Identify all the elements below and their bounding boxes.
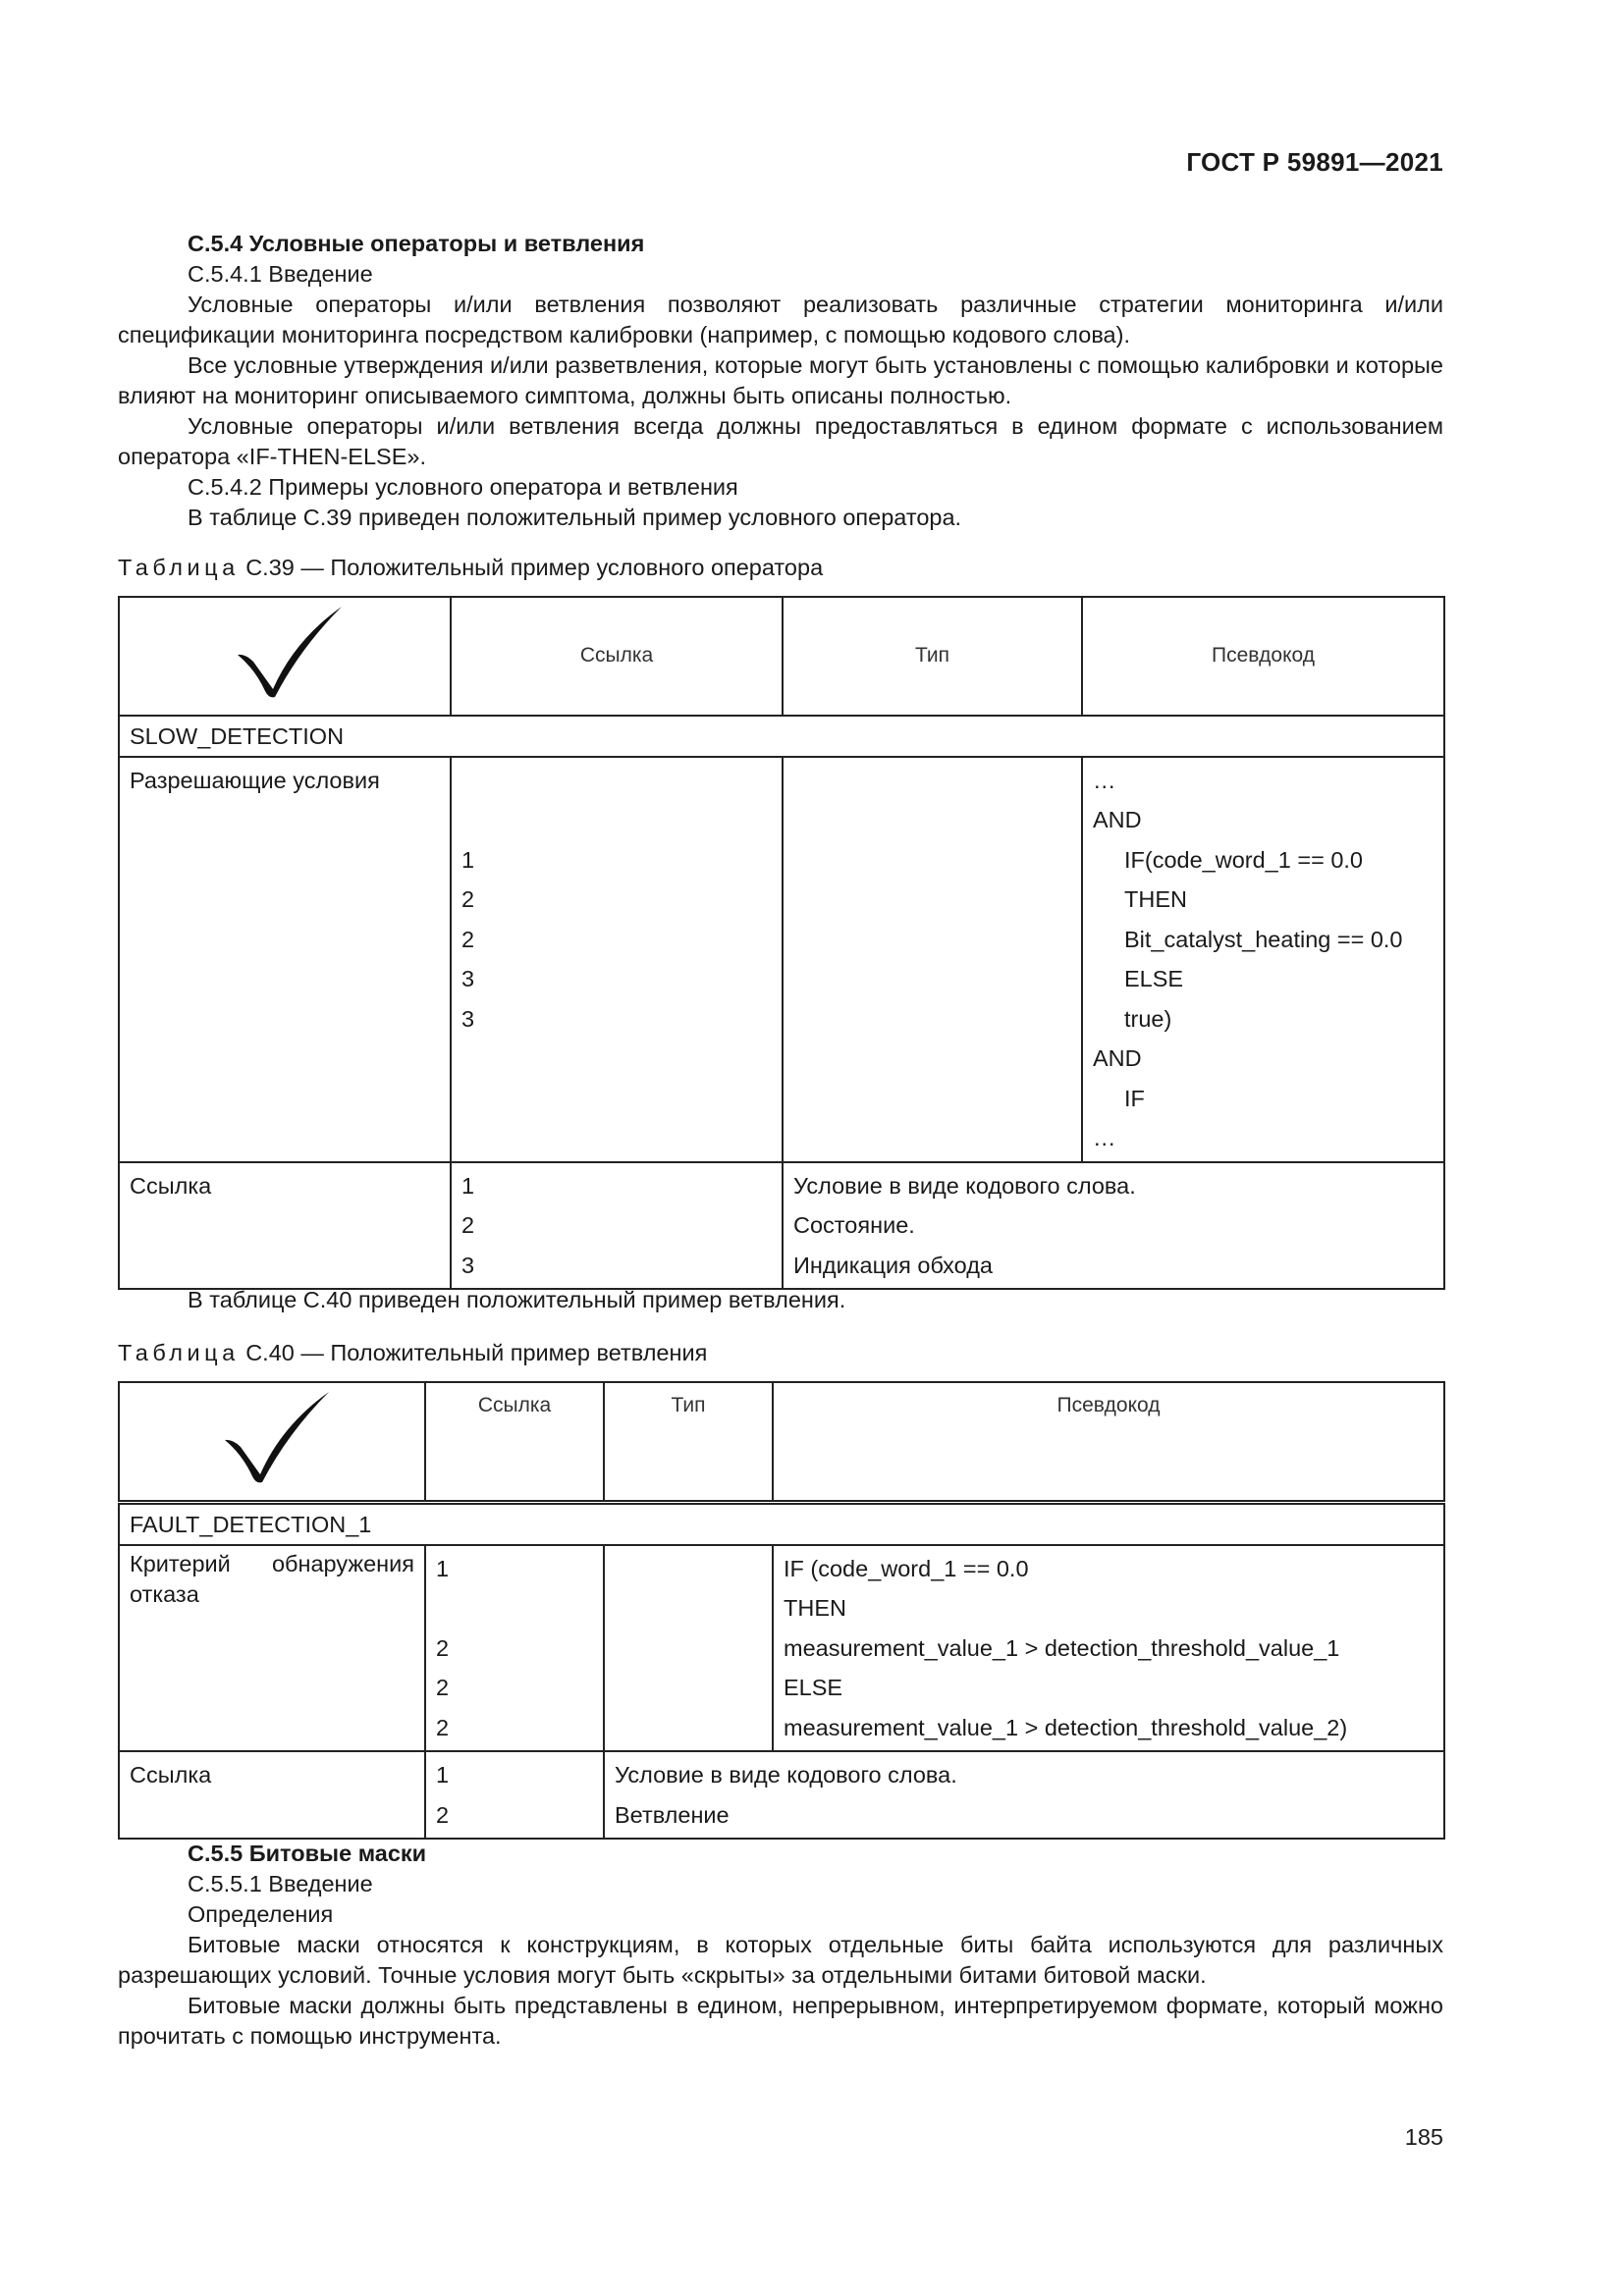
row-label: Разрешающие условия — [119, 757, 451, 1162]
table-c40 — [118, 1381, 1445, 1840]
caption-label: Таблица — [118, 1340, 240, 1365]
ref-descriptions: Условие в виде кодового слова. Состояние. Индикация обхода — [783, 1162, 1444, 1290]
column-header-pseudocode: Псевдокод — [1082, 597, 1444, 716]
type-cell — [783, 757, 1082, 1162]
ref-numbers: 1 2 2 3 3 — [451, 757, 783, 1162]
pseudocode-cell: IF (code_word_1 == 0.0 THEN measurement_value_1 > detection_threshold_value_1 ELSE measurement_value_1 > detection_threshold_value_2) — [773, 1545, 1444, 1752]
table-header-row — [119, 1382, 1444, 1502]
ref-label: Ссылка — [119, 1751, 425, 1839]
table-caption — [118, 555, 823, 581]
column-header-type: Тип — [604, 1382, 773, 1502]
group-row — [119, 1502, 1444, 1545]
subsection-heading: С.5.4.1 Введение — [188, 261, 373, 287]
caption-text: С.40 — Положительный пример ветвления — [245, 1340, 708, 1365]
column-header-ref: Ссылка — [425, 1382, 604, 1502]
ref-label: Ссылка — [119, 1162, 451, 1290]
paragraph-block — [118, 1285, 1443, 1315]
table-row — [119, 757, 1444, 1162]
column-header-pseudocode: Псевдокод — [773, 1382, 1444, 1502]
paragraph: Все условные утверждения и/или разветвления, которые могут быть установлены с помощью калибровки и которые влияют на мониторинг описываемого симптома, должны быть описаны полностью. — [118, 352, 1443, 408]
section-c54 — [118, 229, 1443, 533]
table-row — [119, 1545, 1444, 1752]
ref-numbers: 1 2 3 — [451, 1162, 783, 1290]
section-heading: С.5.5 Битовые маски — [188, 1841, 427, 1866]
group-label: FAULT_DETECTION_1 — [119, 1502, 1444, 1545]
page-number: 185 — [1404, 2124, 1443, 2150]
table-caption — [118, 1340, 707, 1366]
checkmark-icon — [119, 597, 451, 716]
column-header-type: Тип — [783, 597, 1082, 716]
column-header-ref: Ссылка — [451, 597, 783, 716]
table-header-row — [119, 597, 1444, 716]
paragraph: Битовые маски относятся к конструкциям, в которых отдельные биты байта используются для различных разрешающих условий. Точные условия могут быть «скрыты» за отдельными битами битовой маски. — [118, 1932, 1443, 1988]
caption-text: С.39 — Положительный пример условного оператора — [245, 555, 824, 580]
type-cell — [604, 1545, 773, 1752]
pseudocode-cell: … AND IF(code_word_1 == 0.0 THEN Bit_catalyst_heating == 0.0 ELSE true) AND IF … — [1082, 757, 1444, 1162]
subsection-heading: С.5.4.2 Примеры условного оператора и ветвления — [188, 474, 738, 500]
paragraph: Битовые маски должны быть представлены в едином, непрерывном, интерпретируемом формате, который можно прочитать с помощью инструмента. — [118, 1993, 1443, 2049]
caption-label: Таблица — [118, 555, 240, 580]
row-label: Критерий обнаружения отказа — [119, 1545, 425, 1752]
section-c55 — [118, 1839, 1443, 2052]
paragraph: Условные операторы и/или ветвления позволяют реализовать различные стратегии мониторинга и/или спецификации мониторинга посредством калибровки (например, с помощью кодового слова). — [118, 292, 1443, 347]
document-id-header: ГОСТ Р 59891—2021 — [1186, 147, 1443, 177]
paragraph: В таблице С.39 приведен положительный пример условного оператора. — [188, 505, 962, 530]
group-row — [119, 716, 1444, 757]
checkmark-icon — [119, 1382, 425, 1502]
paragraph: В таблице С.40 приведен положительный пример ветвления. — [188, 1287, 846, 1312]
table-c39 — [118, 596, 1445, 1290]
ref-descriptions: Условие в виде кодового слова. Ветвление — [604, 1751, 1444, 1839]
subsection-heading: Определения — [188, 1901, 334, 1927]
ref-numbers: 1 2 2 2 — [425, 1545, 604, 1752]
group-label: SLOW_DETECTION — [119, 716, 1444, 757]
subsection-heading: С.5.5.1 Введение — [188, 1871, 373, 1896]
table-row — [119, 1751, 1444, 1839]
ref-numbers: 1 2 — [425, 1751, 604, 1839]
section-heading: С.5.4 Условные операторы и ветвления — [188, 231, 645, 256]
table-row — [119, 1162, 1444, 1290]
paragraph: Условные операторы и/или ветвления всегда должны предоставляться в едином формате с использованием оператора «IF-THEN-ELSE». — [118, 413, 1443, 469]
